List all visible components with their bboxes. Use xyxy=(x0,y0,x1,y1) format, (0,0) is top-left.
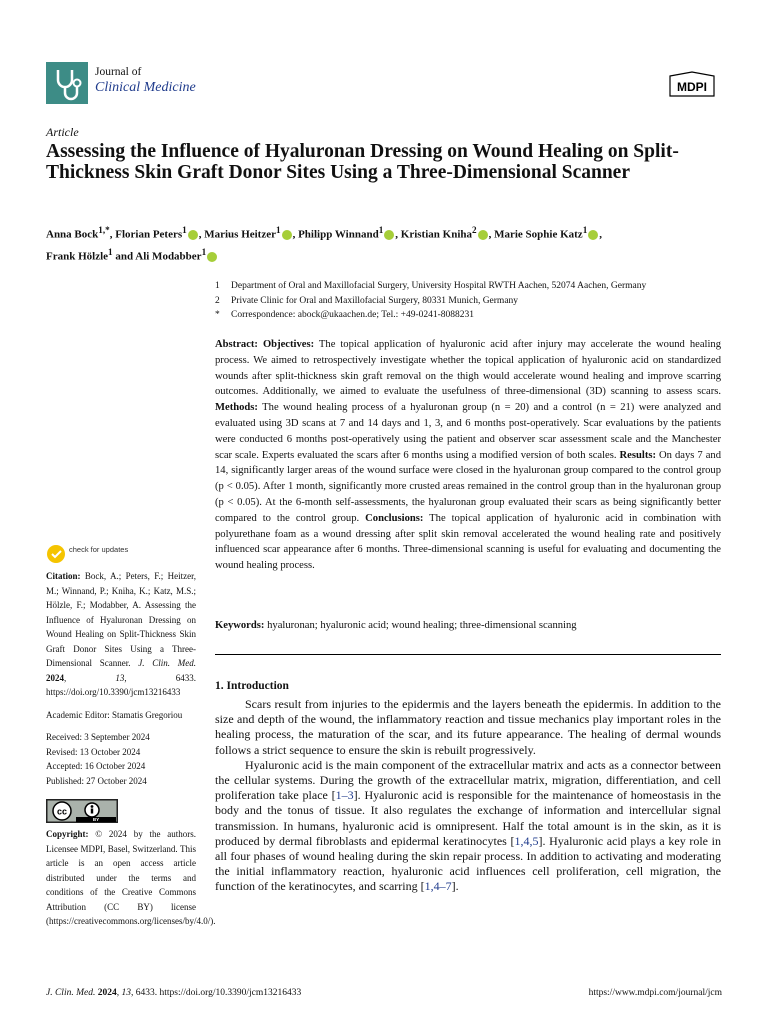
revised-date: Revised: 13 October 2024 xyxy=(46,746,141,757)
affiliation-item: * Correspondence: abock@ukaachen.de; Tel.: +49-0241-8088231 xyxy=(215,310,475,320)
results-label: Results: xyxy=(619,449,657,461)
academic-editor: Academic Editor: Stamatis Gregoriou xyxy=(46,710,183,720)
footer-journal-url[interactable]: https://www.mdpi.com/journal/jcm xyxy=(588,988,722,998)
keywords-text: hyaluronan; hyaluronic acid; wound healing; three-dimensional scanning xyxy=(267,620,577,631)
journal-of-label: Journal of xyxy=(95,66,142,78)
orcid-icon[interactable] xyxy=(188,230,198,240)
journal-logo xyxy=(46,62,88,104)
orcid-icon[interactable] xyxy=(207,252,217,262)
author-name: Frank Hölzle xyxy=(46,250,109,263)
keywords xyxy=(215,620,721,631)
check-for-updates-badge[interactable] xyxy=(46,542,129,566)
article-title: Assessing the Influence of Hyaluronan Dressing on Wound Healing on Split-Thickness Skin Graft Donor Sites Using a Three-Dimensional Scanner xyxy=(46,141,679,183)
copyright-notice: Copyright: © 2024 by the authors. Licensee MDPI, Basel, Switzerland. This article is an open access article distributed under the terms and conditions of the Creative Commons Attribution (CC BY) license (https://creativecommons.org/licenses/by/4.0/). xyxy=(46,829,216,926)
author-affiliation-marker: 1 xyxy=(182,225,187,235)
affiliations xyxy=(215,279,725,323)
section-heading: 1. Introduction xyxy=(215,680,289,692)
orcid-icon[interactable] xyxy=(282,230,292,240)
accepted-date: Accepted: 16 October 2024 xyxy=(46,761,146,771)
stethoscope-icon xyxy=(46,62,88,104)
abstract xyxy=(215,337,721,574)
copyright-label: Copyright: xyxy=(46,829,89,839)
author-affiliation-marker: 1,* xyxy=(98,225,110,235)
divider xyxy=(215,654,721,655)
objectives-text: The topical application of hyaluronic acid after injury may accelerate the wound healing process. We aimed to retrospectively investigate whether the topical application of hyaluronic acid on standardized wounds after split-thickness skin graft removal on the thigh would accelerate wound healing and improve scarring outcomes. Additionally, we aimed to evaluate the usefulness of three-dimensional (3D) scanning to assess scars. xyxy=(215,339,721,398)
results-text: On days 7 and 14, significantly larger areas of the wound surface were closed in the hyaluronan group compared to the control group (p < 0.05). After 1 month, significantly more crusted areas remained in the control group than in the hyaluronan group (p < 0.05). At the 6-month self-assessments, the hyaluronan group evaluated their scars as being significantly better compared to the control group. xyxy=(215,449,721,524)
publication-dates xyxy=(46,730,196,788)
orcid-icon[interactable] xyxy=(478,230,488,240)
author-affiliation-marker: 1 xyxy=(276,225,281,235)
objectives-label: Objectives: xyxy=(262,339,315,350)
author-affiliation-marker: 1 xyxy=(201,246,207,257)
author-name: Marius Heitzer xyxy=(204,228,276,241)
keywords-label: Keywords: xyxy=(215,620,265,631)
citation-label: Citation: xyxy=(46,571,81,581)
affiliation-item: 1 Department of Oral and Maxillofacial Surgery, University Hospital RWTH Aachen, 52074 Aachen, Germany xyxy=(215,281,647,291)
svg-text:BY: BY xyxy=(92,817,100,823)
article-type: Article xyxy=(46,125,79,139)
author-list: Anna Bock$^{1,*}$, Florian Peters$^1$ , Marius Heitzer$^1$ , Philipp Winnand$^1$ , Kristian Kniha$^2$ , Marie Sophie Katz$^1$ , Frank Hölzle$^1$ and Ali Modabber$^1$ xyxy=(46,225,603,263)
publisher-name: MDPI xyxy=(677,80,707,94)
methods-label: Methods: xyxy=(215,402,258,414)
footer-citation: J. Clin. Med. 2024, 13, 6433. https://doi.org/10.3390/jcm13216433 xyxy=(46,988,302,998)
author-affiliation-marker: 1 xyxy=(378,225,384,235)
orcid-icon[interactable] xyxy=(384,230,394,240)
citation: Citation: Bock, A.; Peters, F.; Heitzer, M.; Winnand, P.; Kniha, K.; Katz, M.S.; Hölzle, F.; Modabber, A. Assessing the Influence of Hyaluronan Dressing on Wound Healing on Split-Thickness Skin Graft Donor Sites Using a Three-Dimensional Scanner. J. Clin. Med. 2024, 13, 6433. https://doi.org/10.3390/jcm13216433 xyxy=(46,571,197,697)
published-date: Published: 27 October 2024 xyxy=(46,775,147,786)
conclusions-text: The topical application of hyaluronic acid in combination with polyurethane foam as a wound dressing after split skin removal accelerated the wound healing rate and positively influenced scar appearance after 6 months. Three-dimensional scanning is useful for evaluating and documenting the wound healing process. xyxy=(215,512,721,572)
author-name: Philipp Winnand xyxy=(298,228,379,241)
reference-link[interactable]: 1,4–7 xyxy=(424,879,452,894)
author-name: Kristian Kniha xyxy=(400,228,472,241)
author-name: Florian Peters xyxy=(115,228,183,241)
methods-text: The wound healing process of a hyaluronan group (n = 20) and a control (n = 21) were analyzed and evaluated using 3D scans at 7 and 14 days and 1, 3, and 6 months post-operatively. Scar evaluations by the patients were conducted 6 months post-operatively using the patient and observer scar assessment scale and the Manchester scar scale. Experts evaluated the scars after 6 months using a modified version of both scales. xyxy=(215,402,721,461)
conclusions-label: Conclusions: xyxy=(365,512,424,524)
author-name: Marie Sophie Katz xyxy=(494,228,583,241)
author-affiliation-marker: 1 xyxy=(582,225,588,235)
author-affiliation-marker: 2 xyxy=(472,225,477,235)
author-name: Anna Bock xyxy=(46,228,99,241)
intro-paragraph-2: Hyaluronic acid is the main component of the extracellular matrix and acts as a connector between the cellular systems. During the growth of the extracellular matrix, migration, differentiation, and cell proliferation take place [1–3]. Hyaluronic acid is responsible for the maintenance of homeostasis in the body and the tonus of tissue. It also regulates the exchange of information and intercellular signal transmission. In humans, hyaluronic acid is omnipresent. Half the total amount is in the skin, as it is produced by dermal fibroblasts and epidermal keratinocytes [1,4,5]. Hyaluronic acid plays a key role in all four phases of wound healing during the skin repair process. In addition to activating and moderating the initial inflammatory reaction, hyaluronic acid influences cell proliferation, cell migration, the function of the keratinocytes, and scarring [1,4–7]. xyxy=(215,757,722,894)
reference-link[interactable]: 1–3 xyxy=(335,788,354,803)
check-label: check for updates xyxy=(69,545,129,554)
introduction-body xyxy=(215,697,721,895)
journal-name[interactable]: Clinical Medicine xyxy=(95,80,196,95)
reference-link[interactable]: 1,4,5 xyxy=(514,833,539,848)
received-date: Received: 3 September 2024 xyxy=(46,732,150,742)
orcid-icon[interactable] xyxy=(588,230,598,240)
author-name: Ali Modabber xyxy=(135,250,202,263)
mdpi-logo[interactable] xyxy=(666,70,718,100)
intro-paragraph-1: Scars result from injuries to the epidermis and the layers beneath the epidermis. In addition to the size and depth of the wound, the inflammatory reaction and tissue mechanics play important roles in the healing process, the maturation of the scar, and its future appearance. The healing of dermal wounds follows a strict sequence to ensure the skin is rebuilt progressively. xyxy=(215,697,721,757)
author-affiliation-marker: 1 xyxy=(108,246,113,257)
abstract-label: Abstract: xyxy=(215,339,258,350)
affiliation-item: 2 Private Clinic for Oral and Maxillofacial Surgery, 80331 Munich, Germany xyxy=(215,295,519,306)
svg-text:cc: cc xyxy=(56,806,68,817)
cc-by-license-icon[interactable] xyxy=(46,799,118,823)
